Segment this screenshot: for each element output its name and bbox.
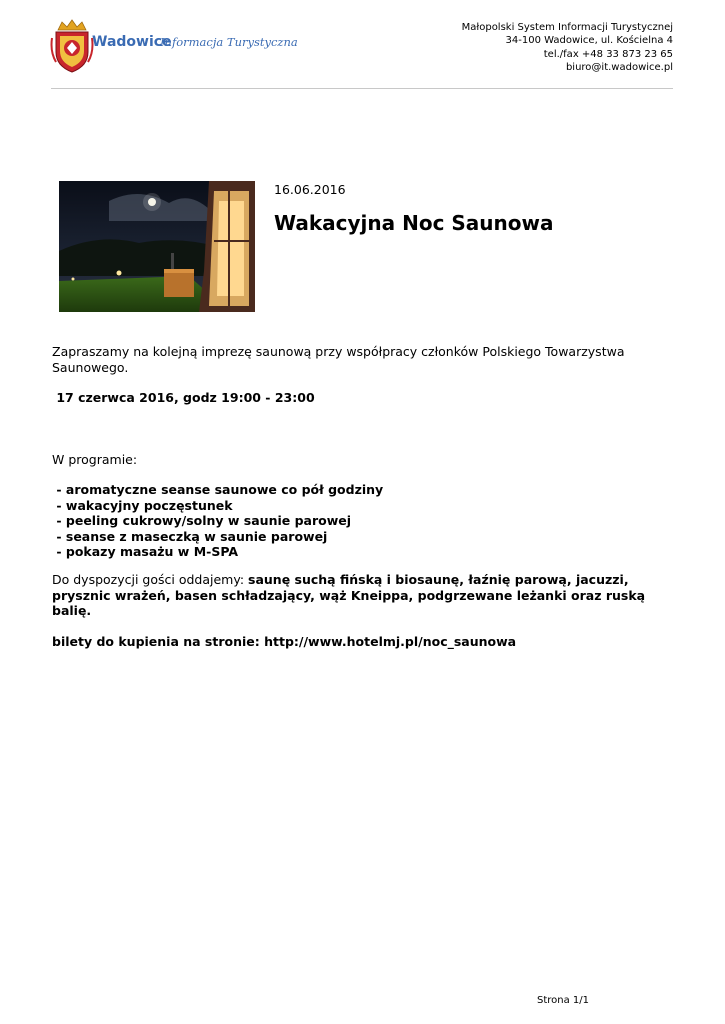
list-item: - peeling cukrowy/solny w saunie parowej xyxy=(52,513,352,528)
event-datetime: 17 czerwca 2016, godz 19:00 - 23:00 xyxy=(52,390,315,405)
tickets-link[interactable]: bilety do kupienia na stronie: http://www.hotelmj.pl/noc_saunowa xyxy=(52,633,517,649)
coat-of-arms-icon xyxy=(50,18,94,74)
org-phone: tel./fax +48 33 873 23 65 xyxy=(543,48,673,60)
intro-paragraph: Zapraszamy na kolejną imprezę saunową przy współpracy członków Polskiego Towarzystwa Saunowego. xyxy=(52,344,625,375)
organization-contact xyxy=(462,21,673,74)
availability-lead: Do dyspozycji gości oddajemy: xyxy=(52,572,249,587)
availability-list: saunę suchą fińską i biosaunę, łaźnię parową, jacuzzi, prysznic wrażeń, basen schładzający, wąż Kneippa, podgrzewane leżanki oraz ruską balię. xyxy=(52,572,646,618)
article-title: Wakacyjna Noc Saunowa xyxy=(274,211,554,235)
event-photo xyxy=(59,181,255,312)
list-item: - wakacyjny poczęstunek xyxy=(52,497,233,513)
article-body xyxy=(52,344,682,649)
availability-paragraph xyxy=(52,572,682,619)
org-name: Małopolski System Informacji Turystycznej xyxy=(461,22,673,33)
org-address: 34-100 Wadowice, ul. Kościelna 4 xyxy=(505,35,673,47)
page-number: Strona 1/1 xyxy=(537,995,590,1006)
article-date: 16.06.2016 xyxy=(274,182,346,197)
header-divider xyxy=(51,88,673,89)
list-item: - pokazy masażu w M-SPA xyxy=(52,544,239,559)
wadowice-logo xyxy=(50,18,298,74)
list-item: - seanse z maseczką w saunie parowej xyxy=(52,528,328,544)
org-email[interactable]: biuro@it.wadowice.pl xyxy=(565,61,673,73)
program-list xyxy=(52,482,682,560)
program-heading: W programie: xyxy=(52,451,138,467)
brand-tagline: Informacja Turystyczna xyxy=(160,35,298,49)
list-item: - aromatyczne seanse saunowe co pół godziny xyxy=(52,482,384,497)
brand-name: Wadowice xyxy=(92,34,172,50)
